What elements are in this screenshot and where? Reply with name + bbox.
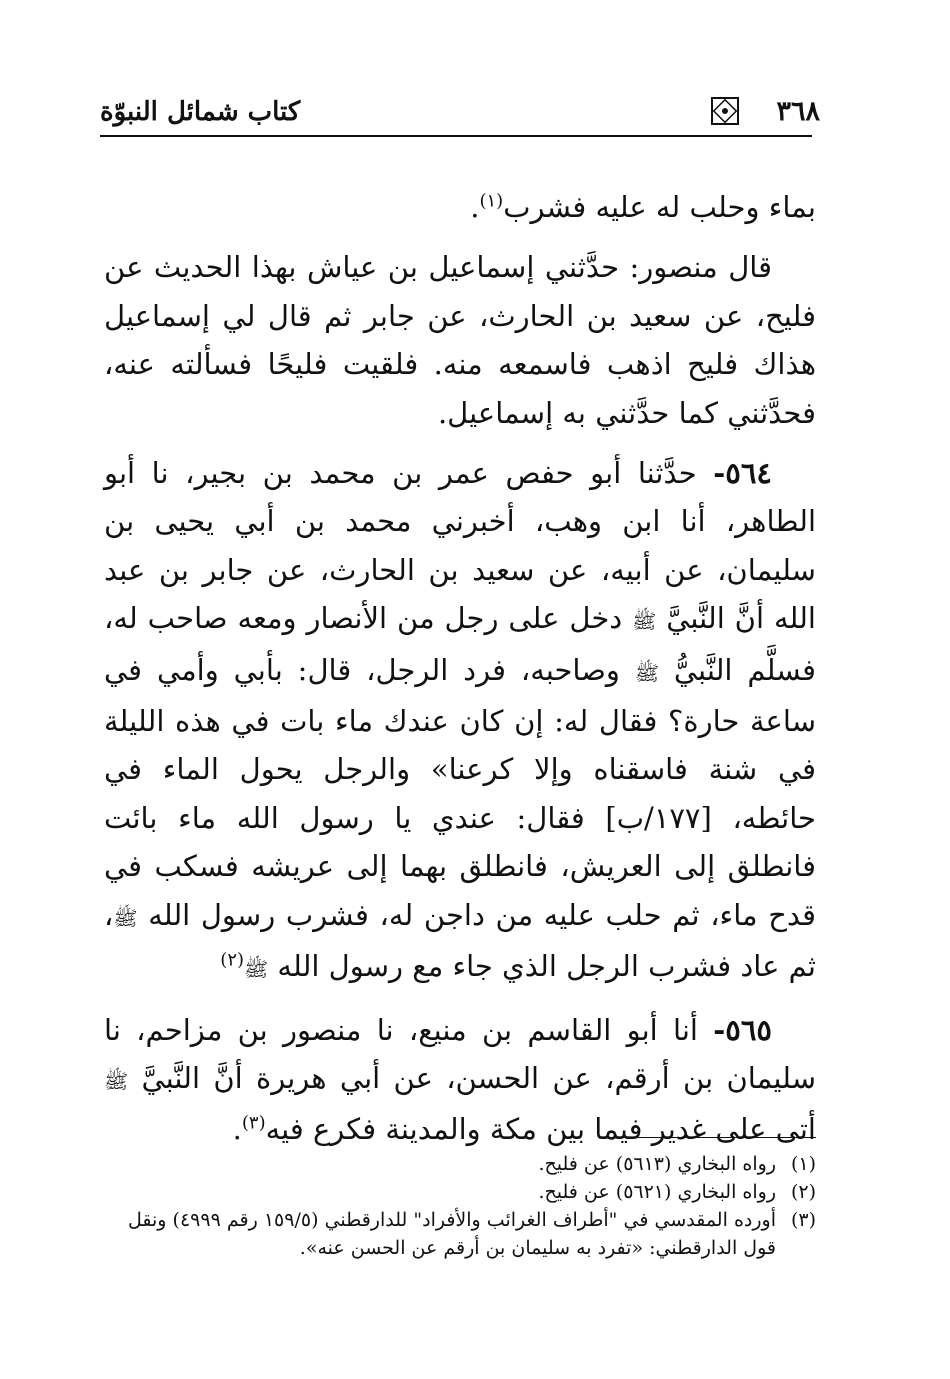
footnote-text: رواه البخاري (٥٦١٣) عن فليح. (538, 1153, 776, 1175)
footnote-ref-1: (١) (479, 190, 504, 212)
honorific-icon: ﷺ (244, 957, 269, 982)
footnote-mark: (١) (790, 1153, 816, 1175)
footnote-mark: (٣) (790, 1209, 816, 1231)
ornament-icon (710, 96, 740, 126)
footnote-text: أورده المقدسي في "أطراف الغرائب والأفراد" للدارقطني (١٥٩/٥ رقم ٤٩٩٩) ونقل قول الدارقطني: «تفرد به سليمان بن أرقم عن الحسن عنه». (128, 1209, 776, 1259)
hadith-number-565: ٥٦٥- (713, 1012, 772, 1047)
footnote-separator (626, 1137, 816, 1138)
honorific-icon: ﷺ (104, 1068, 129, 1093)
page-number: ٣٦٨ (776, 96, 820, 127)
paragraph-continuation: بماء وحلب له عليه فشرب$^{(١)}$. (470, 190, 816, 224)
honorific-icon: ﷺ (632, 609, 657, 634)
honorific-icon: ﷺ (634, 660, 659, 685)
header-rule (100, 135, 812, 137)
footnotes (128, 1150, 816, 1262)
hadith-565: ٥٦٥- أنا أبو القاسم بن منيع، نا منصور بن مزاحم، نا سليمان بن أرقم، عن الحسن، عن أبي هريرة أنَّ النَّبيَّ ﷺ أتى على غدير فيما بين مكة والمدينة فكرع فيه$^{(٣)}$. (104, 1012, 817, 1147)
footnote-ref-3: (٣) (241, 1112, 266, 1134)
book-title: كتاب شمائل النبوّة (100, 97, 301, 127)
paragraph-mansur: قال منصور: حدَّثني إسماعيل بن عياش بهذا الحديث عن فليح، عن سعيد بن الحارث، عن جابر ثم قال لي إسماعيل هذاك فليح اذهب فاسمعه منه. فلقيت فليحًا فسألته عنه، فحدَّثني كما حدَّثني به إسماعيل. (104, 250, 816, 430)
footnote-mark: (٢) (790, 1181, 816, 1203)
footnote-ref-2: (٢) (220, 949, 245, 971)
hadith-number-564: ٥٦٤- (713, 456, 773, 491)
footnote-1 (128, 1150, 816, 1178)
hadith-564: ٥٦٤- حدَّثنا أبو حفص عمر بن محمد بن بجير، نا أبو الطاهر، أنا ابن وهب، أخبرني محمد بن أبي يحيى بن سليمان، عن أبيه، عن سعيد بن الحارث، عن جابر بن عبد الله أنَّ النَّبيَّ ﷺ دخل على رجل من الأنصار ومعه صاحب له، فسلَّم النَّبيُّ ﷺ وصاحبه، فرد الرجل، قال: بأبي وأمي في ساعة حارة؟ فقال له: إن كان عندك ماء بات في هذه الليلة في شنة فاسقناه وإلا كرعنا» والرجل يحول الماء في حائطه، [١٧٧/ب] فقال: عندي يا رسول الله ماء بائت فانطلق إلى العريش، فانطلق بهما إلى عريشه فسكب في قدح ماء، ثم حلب عليه من داجن له، فشرب رسول الله ﷺ، ثم عاد فشرب الرجل الذي جاء مع رسول الله ﷺ$^{(٢)}$ (104, 456, 816, 984)
footnote-2 (128, 1178, 816, 1206)
main-text (104, 183, 816, 1166)
page-header (100, 92, 820, 132)
footnote-text: رواه البخاري (٥٦٢١) عن فليح. (538, 1181, 776, 1203)
footnote-3 (128, 1206, 816, 1262)
honorific-icon: ﷺ (113, 905, 138, 930)
